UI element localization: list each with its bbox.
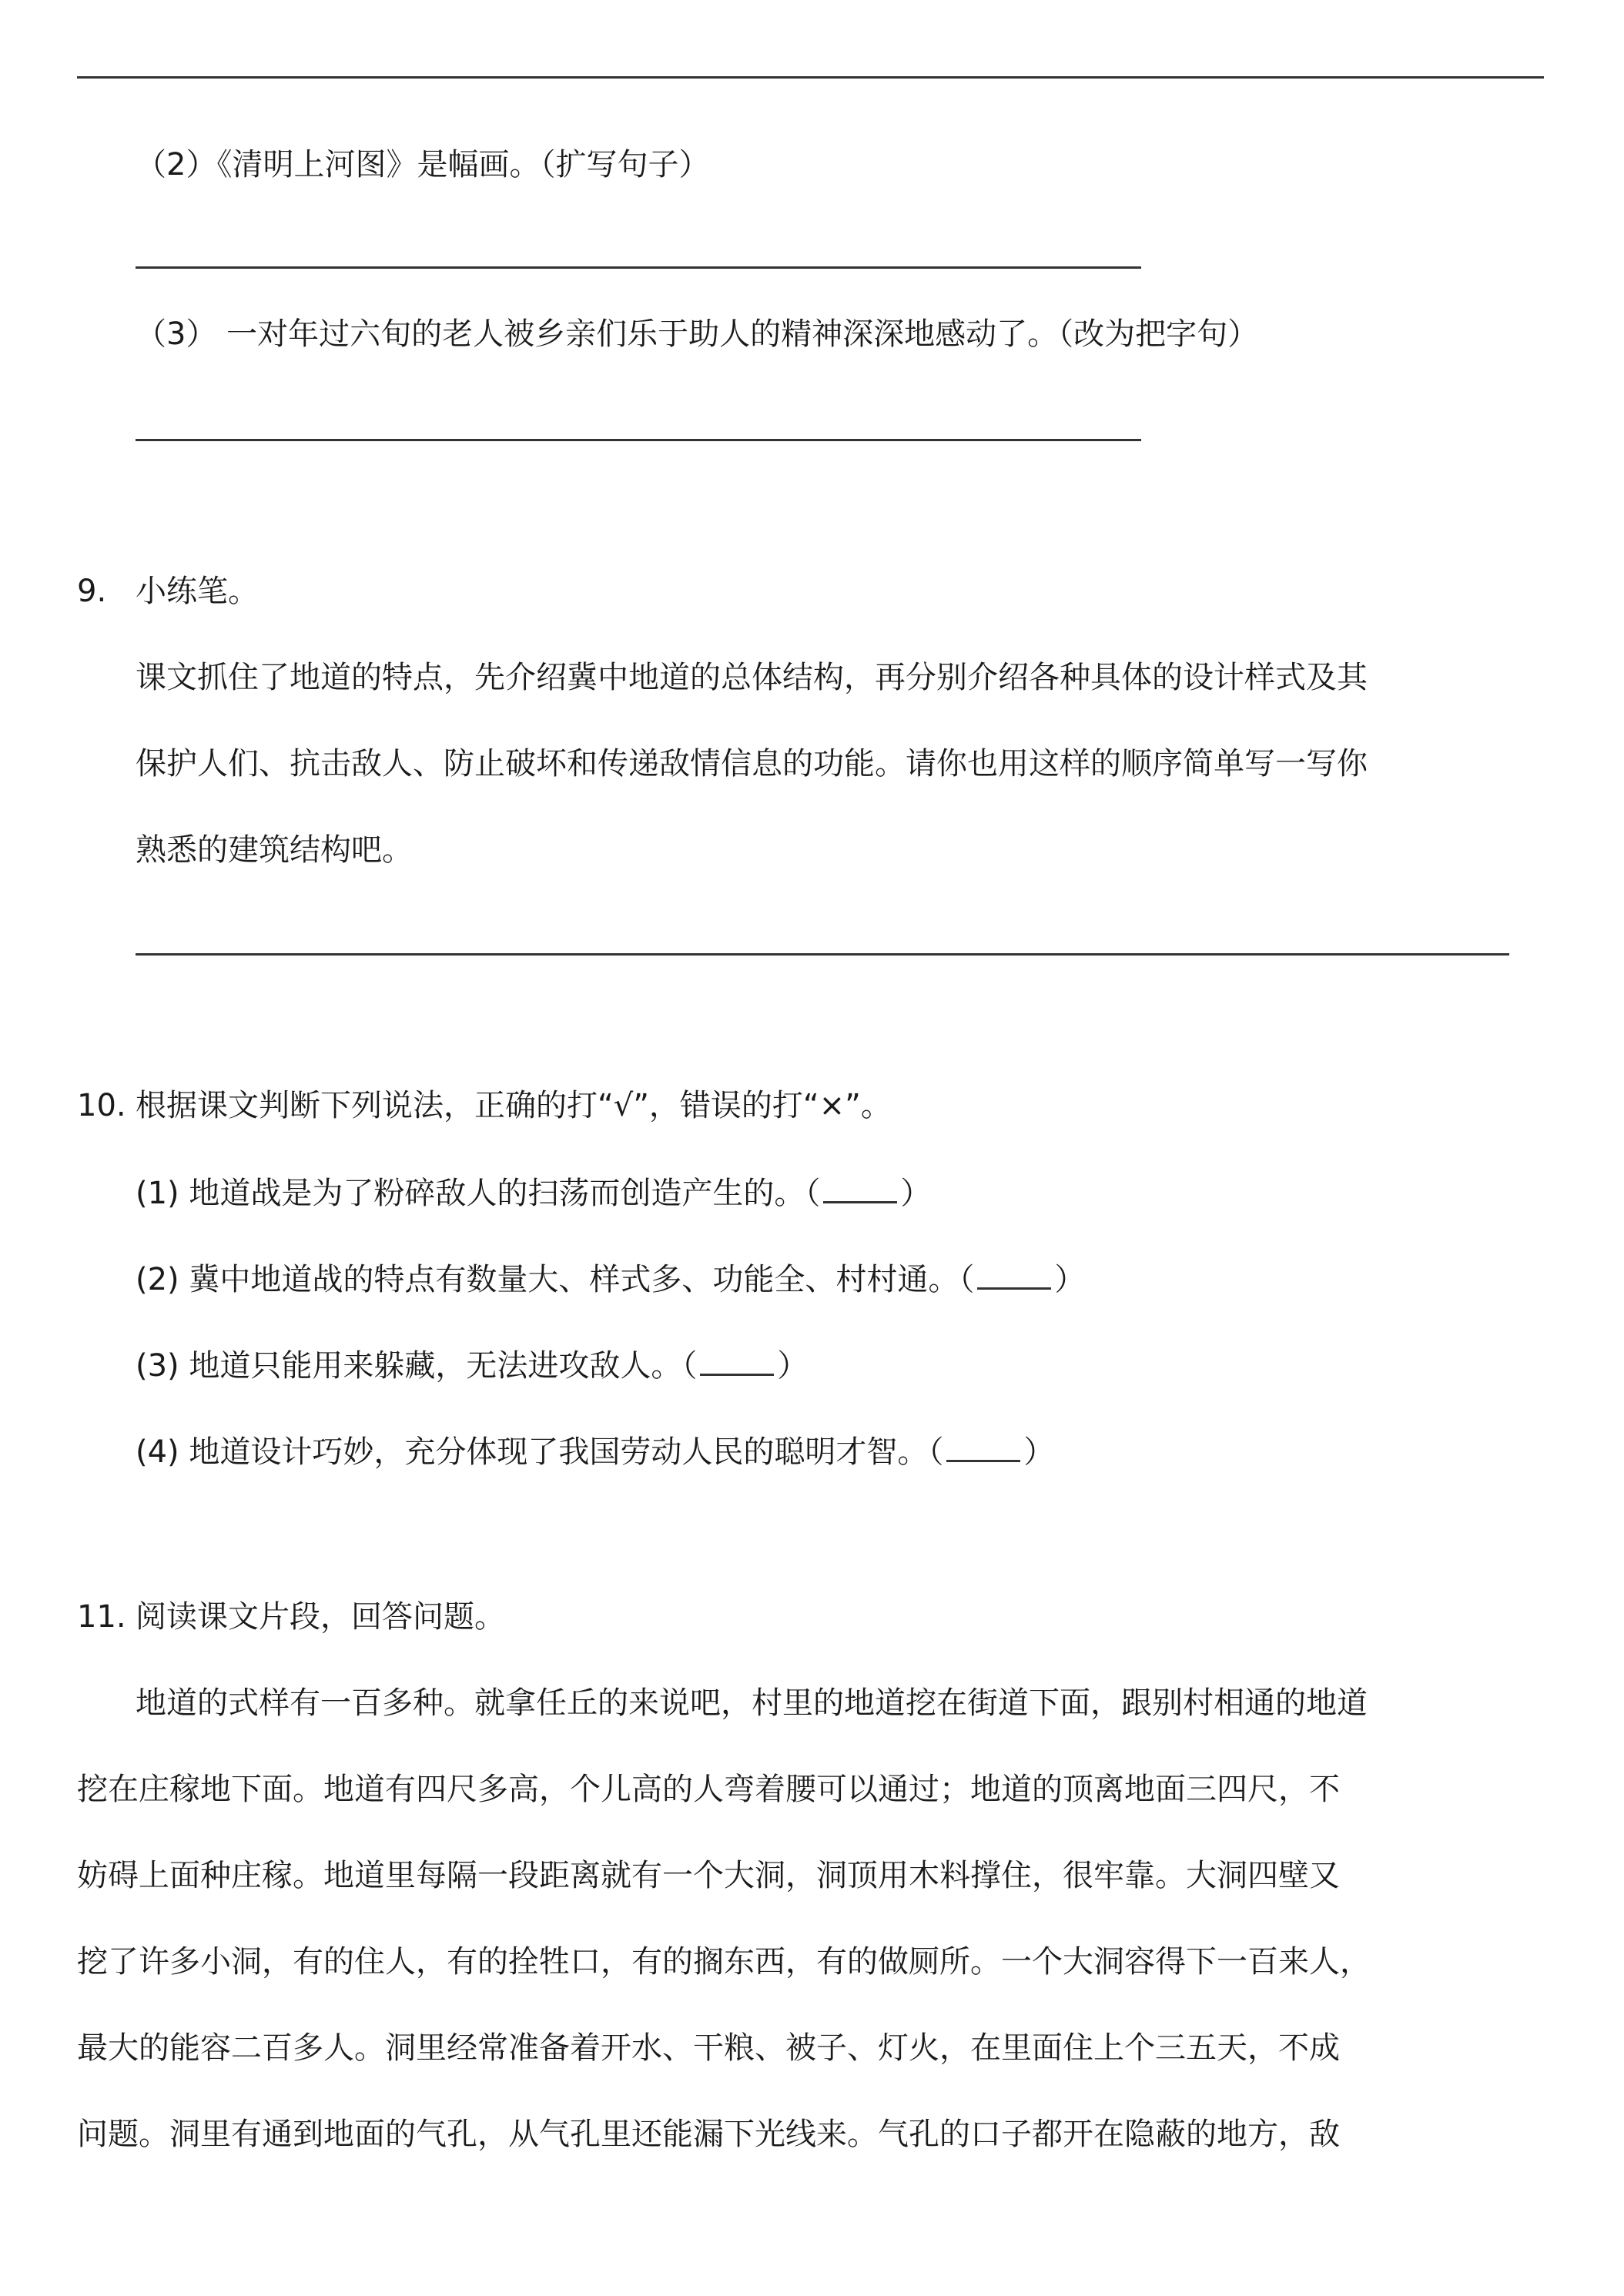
q11-title: 阅读课文片段，回答问题。: [136, 1599, 505, 1635]
q11-number: 11.: [77, 1599, 126, 1635]
answer-blank[interactable]: [823, 1170, 897, 1203]
q9-text-line: 熟悉的建筑结构吧。: [136, 832, 413, 868]
q10-number: 10.: [77, 1088, 126, 1123]
q10-item-text: (4) 地道设计巧妙，充分体现了我国劳动人民的聪明才智。（: [136, 1434, 944, 1470]
q8-sub2-answer-line[interactable]: [136, 266, 1141, 269]
q9-text-line: 课文抓住了地道的特点，先介绍冀中地道的总体结构，再分别介绍各种具体的设计样式及其: [136, 660, 1368, 695]
q9-answer-line[interactable]: [136, 953, 1509, 956]
q11-passage-line: 挖在庄稼地下面。地道有四尺多高，个儿高的人弯着腰可以通过；地道的顶离地面三四尺，不: [77, 1772, 1340, 1807]
answer-blank[interactable]: [700, 1343, 774, 1376]
q10-item-close: ）: [777, 1348, 809, 1384]
q10-item: [136, 1343, 808, 1387]
q10-item-close: ）: [1054, 1262, 1086, 1297]
q11-passage-line: 挖了许多小洞，有的住人，有的拴牲口，有的搁东西，有的做厕所。一个大洞容得下一百来人，: [77, 1944, 1371, 1980]
q9-number: 9.: [77, 574, 107, 609]
q11-passage-line: 妨碍上面种庄稼。地道里每隔一段距离就有一个大洞，洞顶用木料撑住，很牢靠。大洞四壁又: [77, 1858, 1340, 1893]
q11-passage-line: 问题。洞里有通到地面的气孔，从气孔里还能漏下光线来。气孔的口子都开在隐蔽的地方，敌: [77, 2117, 1340, 2152]
q10-item-close: ）: [900, 1176, 932, 1211]
q8-sub2-prompt: （2）《清明上河图》是幅画。（扩写句子）: [136, 147, 710, 182]
answer-blank[interactable]: [946, 1429, 1020, 1462]
q8-sub3-answer-line[interactable]: [136, 439, 1141, 441]
q8-sub3-prompt: （3） 一对年过六旬的老人被乡亲们乐于助人的精神深深地感动了。（改为把字句）: [136, 316, 1259, 352]
q10-item-text: (1) 地道战是为了粉碎敌人的扫荡而创造产生的。（: [136, 1176, 821, 1211]
q10-item: [136, 1257, 1085, 1301]
q11-passage-line: 地道的式样有一百多种。就拿任丘的来说吧，村里的地道挖在街道下面，跟别村相通的地道: [136, 1685, 1368, 1721]
q11-passage-line: 最大的能容二百多人。洞里经常准备着开水、干粮、被子、灯火，在里面住上个三五天，不成: [77, 2030, 1340, 2066]
q10-title: 根据课文判断下列说法，正确的打“√”，错误的打“×”。: [136, 1088, 892, 1123]
q10-item-text: (3) 地道只能用来躲藏，无法进攻敌人。（: [136, 1348, 698, 1384]
q10-item: [136, 1170, 931, 1215]
answer-blank[interactable]: [977, 1257, 1051, 1290]
q9-title: 小练笔。: [136, 574, 259, 609]
q9-text-line: 保护人们、抗击敌人、防止破坏和传递敌情信息的功能。请你也用这样的顺序简单写一写你: [136, 746, 1368, 782]
q10-item: [136, 1429, 1054, 1474]
q10-item-close: ）: [1023, 1434, 1055, 1470]
q10-item-text: (2) 冀中地道战的特点有数量大、样式多、功能全、村村通。（: [136, 1262, 975, 1297]
page-top-rule: [77, 76, 1544, 79]
